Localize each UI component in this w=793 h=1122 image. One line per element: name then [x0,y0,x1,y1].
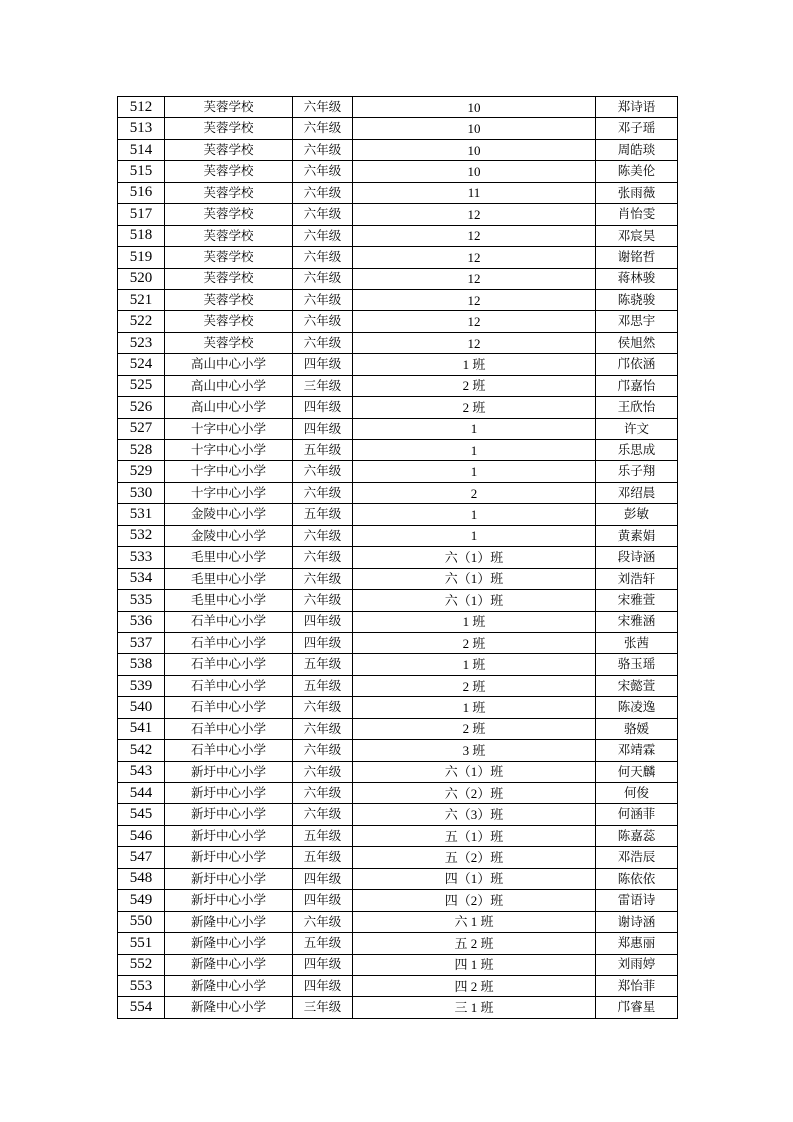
table-row [118,268,678,289]
row-number-cell: 521 [118,289,165,310]
grade-cell: 六年级 [293,761,353,782]
table-row [118,718,678,739]
student-name-cell: 陈嘉蕊 [596,825,678,846]
class-cell: 四 2 班 [353,975,596,996]
school-cell: 毛里中心小学 [165,547,293,568]
student-name-cell: 乐思成 [596,440,678,461]
student-name-cell: 骆玉瑶 [596,654,678,675]
row-number-cell: 548 [118,868,165,889]
grade-cell: 四年级 [293,868,353,889]
student-name-cell: 张雨薇 [596,182,678,203]
row-number-cell: 524 [118,354,165,375]
student-name-cell: 宋雅涵 [596,611,678,632]
student-name-cell: 肖怡雯 [596,204,678,225]
table-row [118,933,678,954]
table-row [118,975,678,996]
grade-cell: 六年级 [293,525,353,546]
student-name-cell: 王欣怡 [596,397,678,418]
student-name-cell: 何俊 [596,783,678,804]
class-cell: 3 班 [353,740,596,761]
grade-cell: 五年级 [293,825,353,846]
grade-cell: 六年级 [293,697,353,718]
student-name-cell: 乐子翔 [596,461,678,482]
school-cell: 金陵中心小学 [165,504,293,525]
school-cell: 十字中心小学 [165,482,293,503]
school-cell: 芙蓉学校 [165,118,293,139]
row-number-cell: 516 [118,182,165,203]
student-name-cell: 何涵菲 [596,804,678,825]
student-name-cell: 周皓琰 [596,139,678,160]
school-cell: 金陵中心小学 [165,525,293,546]
row-number-cell: 551 [118,933,165,954]
class-cell: 12 [353,311,596,332]
student-name-cell: 邝嘉怡 [596,375,678,396]
class-cell: 1 班 [353,654,596,675]
table-row [118,139,678,160]
grade-cell: 六年级 [293,139,353,160]
class-cell: 1 [353,504,596,525]
class-cell: 六（3）班 [353,804,596,825]
row-number-cell: 515 [118,161,165,182]
table-row [118,247,678,268]
school-cell: 芙蓉学校 [165,289,293,310]
grade-cell: 六年级 [293,182,353,203]
table-row [118,440,678,461]
table-row [118,289,678,310]
table-row [118,590,678,611]
student-name-cell: 邓浩辰 [596,847,678,868]
class-cell: 三 1 班 [353,997,596,1018]
school-cell: 十字中心小学 [165,418,293,439]
school-cell: 新隆中心小学 [165,997,293,1018]
student-name-cell: 彭敏 [596,504,678,525]
grade-cell: 六年级 [293,97,353,118]
school-cell: 芙蓉学校 [165,161,293,182]
school-cell: 新圩中心小学 [165,804,293,825]
table-row [118,783,678,804]
school-cell: 石羊中心小学 [165,654,293,675]
school-cell: 芙蓉学校 [165,268,293,289]
row-number-cell: 517 [118,204,165,225]
student-name-cell: 刘雨婷 [596,954,678,975]
table-row [118,632,678,653]
row-number-cell: 546 [118,825,165,846]
row-number-cell: 527 [118,418,165,439]
student-name-cell: 侯旭然 [596,332,678,353]
school-cell: 石羊中心小学 [165,632,293,653]
class-cell: 1 [353,440,596,461]
grade-cell: 六年级 [293,568,353,589]
table-row [118,697,678,718]
row-number-cell: 554 [118,997,165,1018]
school-cell: 芙蓉学校 [165,182,293,203]
table-row [118,825,678,846]
class-cell: 五（1）班 [353,825,596,846]
class-cell: 1 班 [353,354,596,375]
table-row [118,525,678,546]
grade-cell: 六年级 [293,547,353,568]
table-row [118,204,678,225]
table-row [118,890,678,911]
student-name-cell: 宋雅萱 [596,590,678,611]
grade-cell: 四年级 [293,611,353,632]
table-row [118,482,678,503]
row-number-cell: 520 [118,268,165,289]
student-name-cell: 许文 [596,418,678,439]
class-cell: 1 班 [353,697,596,718]
school-cell: 石羊中心小学 [165,740,293,761]
grade-cell: 五年级 [293,654,353,675]
grade-cell: 六年级 [293,118,353,139]
student-name-cell: 宋懿萱 [596,675,678,696]
grade-cell: 六年级 [293,204,353,225]
school-cell: 芙蓉学校 [165,332,293,353]
table-row [118,418,678,439]
class-cell: 四（2）班 [353,890,596,911]
student-name-cell: 邝睿星 [596,997,678,1018]
row-number-cell: 553 [118,975,165,996]
class-cell: 1 [353,461,596,482]
table-row [118,611,678,632]
row-number-cell: 537 [118,632,165,653]
class-cell: 四（1）班 [353,868,596,889]
class-cell: 2 班 [353,375,596,396]
student-name-cell: 郑诗语 [596,97,678,118]
student-name-cell: 陈依依 [596,868,678,889]
row-number-cell: 542 [118,740,165,761]
row-number-cell: 528 [118,440,165,461]
table-row [118,504,678,525]
student-name-cell: 骆媛 [596,718,678,739]
row-number-cell: 518 [118,225,165,246]
student-name-cell: 何天麟 [596,761,678,782]
class-cell: 六（2）班 [353,783,596,804]
grade-cell: 六年级 [293,289,353,310]
school-cell: 芙蓉学校 [165,97,293,118]
roster-table [117,96,678,1019]
student-name-cell: 邓子瑶 [596,118,678,139]
row-number-cell: 552 [118,954,165,975]
table-row [118,375,678,396]
row-number-cell: 539 [118,675,165,696]
school-cell: 新圩中心小学 [165,783,293,804]
student-name-cell: 黄素娟 [596,525,678,546]
grade-cell: 六年级 [293,225,353,246]
class-cell: 2 班 [353,397,596,418]
school-cell: 毛里中心小学 [165,568,293,589]
row-number-cell: 522 [118,311,165,332]
class-cell: 10 [353,139,596,160]
grade-cell: 五年级 [293,675,353,696]
grade-cell: 五年级 [293,933,353,954]
school-cell: 高山中心小学 [165,354,293,375]
class-cell: 五 2 班 [353,933,596,954]
row-number-cell: 525 [118,375,165,396]
student-name-cell: 邓绍晨 [596,482,678,503]
class-cell: 六（1）班 [353,761,596,782]
student-name-cell: 刘浩轩 [596,568,678,589]
grade-cell: 三年级 [293,997,353,1018]
student-name-cell: 陈骁骏 [596,289,678,310]
row-number-cell: 526 [118,397,165,418]
row-number-cell: 523 [118,332,165,353]
school-cell: 十字中心小学 [165,461,293,482]
table-row [118,547,678,568]
grade-cell: 六年级 [293,268,353,289]
table-row [118,161,678,182]
school-cell: 新圩中心小学 [165,847,293,868]
school-cell: 石羊中心小学 [165,675,293,696]
class-cell: 10 [353,161,596,182]
class-cell: 四 1 班 [353,954,596,975]
school-cell: 新隆中心小学 [165,933,293,954]
table-row [118,354,678,375]
row-number-cell: 536 [118,611,165,632]
grade-cell: 六年级 [293,783,353,804]
grade-cell: 四年级 [293,954,353,975]
table-row [118,740,678,761]
school-cell: 石羊中心小学 [165,718,293,739]
table-row [118,332,678,353]
grade-cell: 四年级 [293,632,353,653]
table-row [118,847,678,868]
student-name-cell: 陈凌逸 [596,697,678,718]
school-cell: 高山中心小学 [165,397,293,418]
row-number-cell: 538 [118,654,165,675]
row-number-cell: 547 [118,847,165,868]
school-cell: 芙蓉学校 [165,204,293,225]
row-number-cell: 544 [118,783,165,804]
grade-cell: 六年级 [293,482,353,503]
student-name-cell: 邓宸昊 [596,225,678,246]
table-row [118,761,678,782]
class-cell: 12 [353,332,596,353]
table-row [118,954,678,975]
row-number-cell: 512 [118,97,165,118]
grade-cell: 四年级 [293,354,353,375]
table-row [118,568,678,589]
class-cell: 10 [353,97,596,118]
row-number-cell: 549 [118,890,165,911]
grade-cell: 四年级 [293,975,353,996]
table-row [118,654,678,675]
student-name-cell: 蒋林骏 [596,268,678,289]
school-cell: 新圩中心小学 [165,890,293,911]
student-name-cell: 郑怡菲 [596,975,678,996]
row-number-cell: 530 [118,482,165,503]
class-cell: 12 [353,247,596,268]
class-cell: 12 [353,204,596,225]
student-name-cell: 郑惠丽 [596,933,678,954]
row-number-cell: 513 [118,118,165,139]
table-row [118,804,678,825]
class-cell: 1 [353,418,596,439]
row-number-cell: 534 [118,568,165,589]
student-name-cell: 段诗涵 [596,547,678,568]
class-cell: 六 1 班 [353,911,596,932]
roster-body [118,97,678,1019]
school-cell: 毛里中心小学 [165,590,293,611]
table-row [118,868,678,889]
student-name-cell: 邓靖霖 [596,740,678,761]
grade-cell: 四年级 [293,397,353,418]
row-number-cell: 545 [118,804,165,825]
grade-cell: 六年级 [293,911,353,932]
class-cell: 2 班 [353,675,596,696]
grade-cell: 四年级 [293,890,353,911]
row-number-cell: 532 [118,525,165,546]
class-cell: 六（1）班 [353,590,596,611]
student-name-cell: 陈美伦 [596,161,678,182]
table-row [118,118,678,139]
grade-cell: 五年级 [293,504,353,525]
grade-cell: 六年级 [293,590,353,611]
class-cell: 1 班 [353,611,596,632]
table-row [118,911,678,932]
school-cell: 石羊中心小学 [165,611,293,632]
student-name-cell: 谢铭哲 [596,247,678,268]
table-row [118,97,678,118]
table-row [118,997,678,1018]
school-cell: 芙蓉学校 [165,311,293,332]
school-cell: 新圩中心小学 [165,761,293,782]
class-cell: 2 [353,482,596,503]
school-cell: 芙蓉学校 [165,225,293,246]
row-number-cell: 543 [118,761,165,782]
row-number-cell: 529 [118,461,165,482]
table-row [118,675,678,696]
table-row [118,311,678,332]
school-cell: 新圩中心小学 [165,825,293,846]
school-cell: 高山中心小学 [165,375,293,396]
school-cell: 十字中心小学 [165,440,293,461]
school-cell: 芙蓉学校 [165,247,293,268]
school-cell: 芙蓉学校 [165,139,293,160]
grade-cell: 五年级 [293,440,353,461]
student-name-cell: 邓思宇 [596,311,678,332]
school-cell: 新圩中心小学 [165,868,293,889]
class-cell: 五（2）班 [353,847,596,868]
row-number-cell: 535 [118,590,165,611]
grade-cell: 六年级 [293,161,353,182]
grade-cell: 六年级 [293,311,353,332]
grade-cell: 六年级 [293,804,353,825]
class-cell: 11 [353,182,596,203]
school-cell: 新隆中心小学 [165,911,293,932]
row-number-cell: 531 [118,504,165,525]
grade-cell: 五年级 [293,847,353,868]
grade-cell: 三年级 [293,375,353,396]
student-name-cell: 张茜 [596,632,678,653]
table-row [118,461,678,482]
row-number-cell: 541 [118,718,165,739]
grade-cell: 六年级 [293,718,353,739]
grade-cell: 六年级 [293,247,353,268]
row-number-cell: 514 [118,139,165,160]
grade-cell: 六年级 [293,332,353,353]
grade-cell: 六年级 [293,461,353,482]
school-cell: 新隆中心小学 [165,975,293,996]
table-row [118,397,678,418]
row-number-cell: 540 [118,697,165,718]
class-cell: 12 [353,289,596,310]
student-name-cell: 雷语诗 [596,890,678,911]
class-cell: 2 班 [353,632,596,653]
row-number-cell: 550 [118,911,165,932]
school-cell: 新隆中心小学 [165,954,293,975]
class-cell: 10 [353,118,596,139]
class-cell: 六（1）班 [353,568,596,589]
row-number-cell: 533 [118,547,165,568]
table-row [118,182,678,203]
grade-cell: 六年级 [293,740,353,761]
row-number-cell: 519 [118,247,165,268]
grade-cell: 四年级 [293,418,353,439]
student-name-cell: 谢诗涵 [596,911,678,932]
class-cell: 12 [353,268,596,289]
student-name-cell: 邝依涵 [596,354,678,375]
class-cell: 六（1）班 [353,547,596,568]
class-cell: 12 [353,225,596,246]
table-row [118,225,678,246]
class-cell: 1 [353,525,596,546]
class-cell: 2 班 [353,718,596,739]
school-cell: 石羊中心小学 [165,697,293,718]
